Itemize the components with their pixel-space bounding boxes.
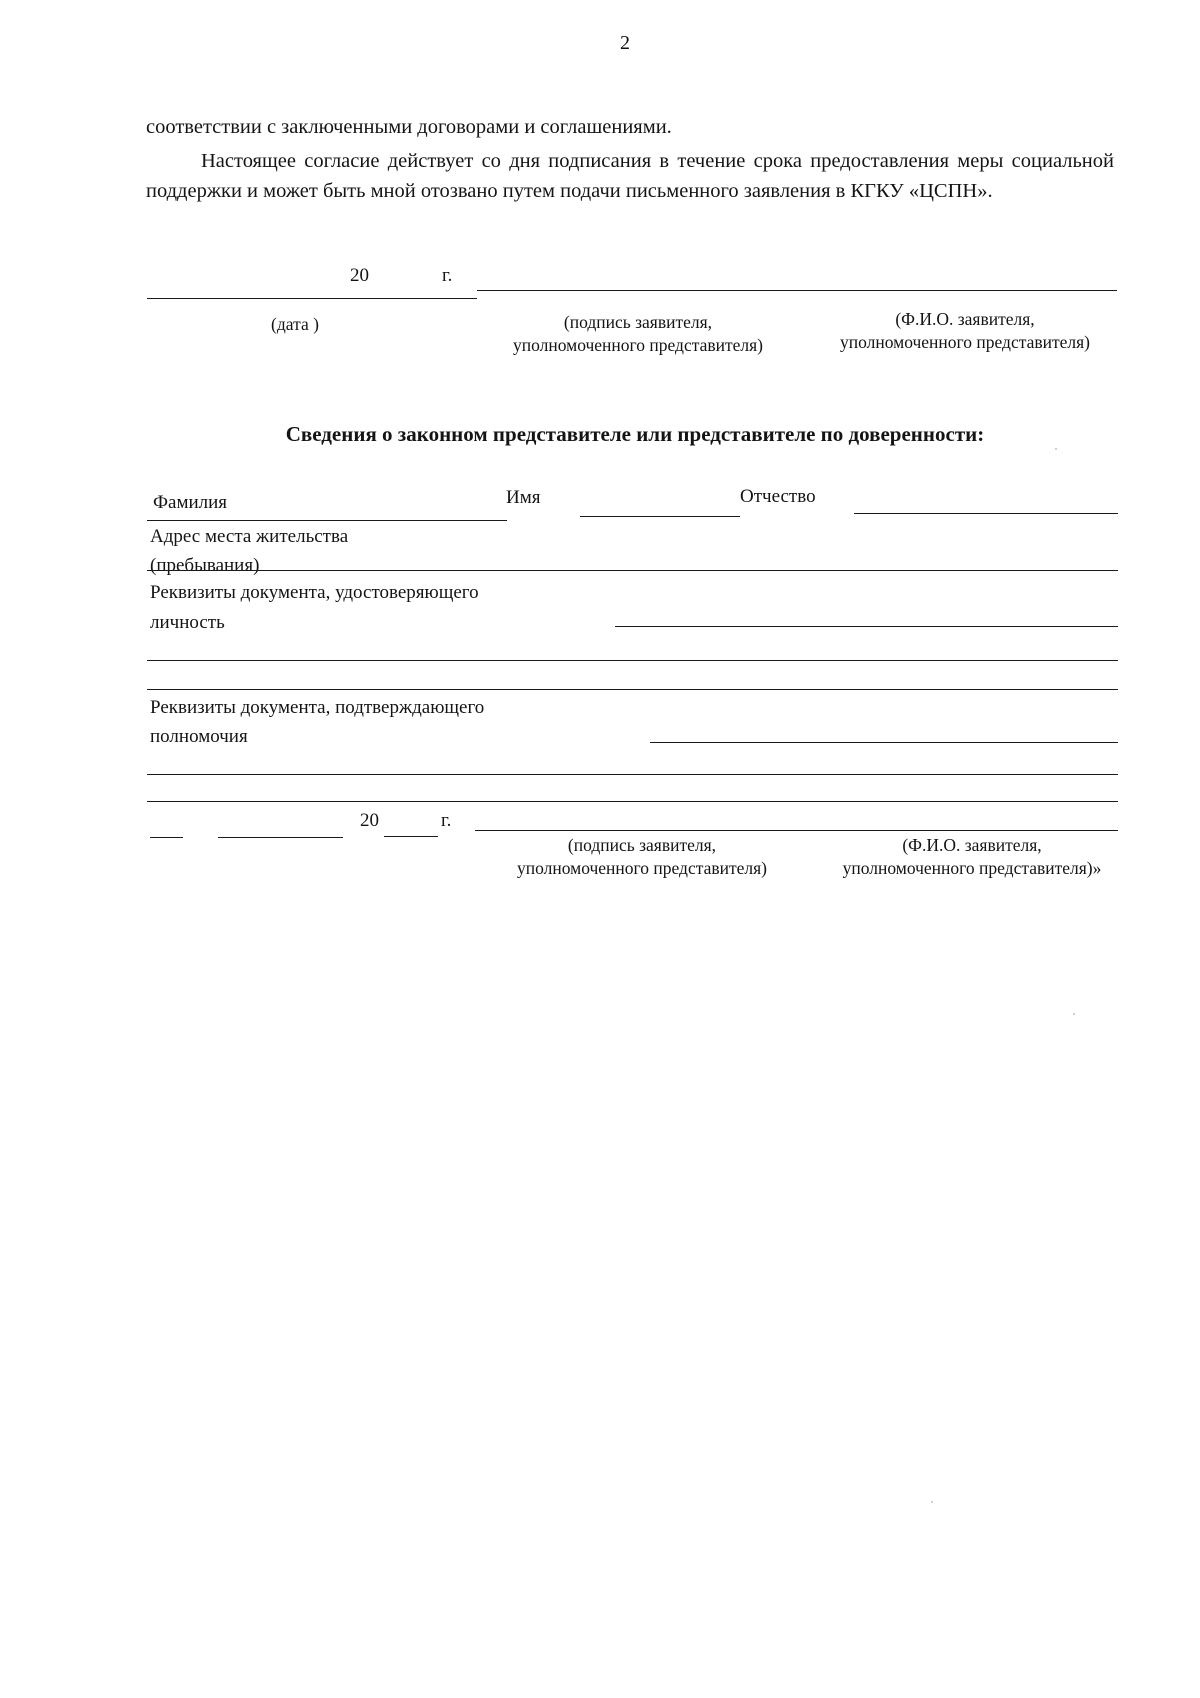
consent-paragraph <box>146 146 1114 206</box>
sig1-date-line <box>147 298 477 299</box>
name-line <box>580 516 740 517</box>
sig1-year-prefix: 20 <box>350 265 369 286</box>
scan-speck <box>1073 1013 1075 1015</box>
sig2-year-suffix: г. <box>441 810 452 831</box>
sig1-date-caption: (дата ) <box>271 314 319 334</box>
surname-line <box>147 520 507 521</box>
scan-speck <box>931 1501 933 1503</box>
id-doc-label-line-1: Реквизиты документа, удостоверяющего <box>150 582 479 603</box>
representative-heading: Сведения о законном представителе или представителе по доверенности: <box>285 422 985 446</box>
consent-paragraph-text: Настоящее согласие действует со дня подписания в течение срока предоставления меры социальной поддержки и может быть мной отозвано путем подачи письменного заявления в КГКУ «ЦСПН». <box>146 150 1114 202</box>
authority-doc-label-line-2: полномочия <box>150 726 248 747</box>
sig1-name-caption: (Ф.И.О. заявителя, уполномоченного представителя) <box>839 309 1091 352</box>
patronymic-label: Отчество <box>740 486 816 507</box>
sig1-year-suffix: г. <box>442 265 453 286</box>
id-doc-line-3 <box>147 689 1118 690</box>
id-doc-label-line-2: личность <box>150 612 225 633</box>
sig1-signature-name-line <box>477 290 1117 291</box>
sig2-year-line <box>384 836 438 837</box>
sig2-month-line <box>218 837 343 838</box>
sig2-name-caption: (Ф.И.О. заявителя, уполномоченного представителя)» <box>842 835 1102 878</box>
sig2-day-line <box>150 837 183 838</box>
sig1-signature-caption: (подпись заявителя, уполномоченного представителя) <box>512 312 764 355</box>
name-label: Имя <box>506 487 541 508</box>
consent-line-1: соответствии с заключенными договорами и соглашениями. <box>146 116 672 138</box>
id-doc-line-2 <box>147 660 1118 661</box>
surname-label: Фамилия <box>153 492 228 513</box>
consent-text-continuation <box>146 112 1114 142</box>
address-label-line-1: Адрес места жительства <box>150 526 349 547</box>
sig2-year-prefix: 20 <box>360 810 379 831</box>
authority-doc-line-1 <box>650 742 1118 743</box>
sig2-signature-name-line <box>475 830 1118 831</box>
authority-doc-label-line-1: Реквизиты документа, подтверждающего <box>150 697 485 718</box>
address-label-line-2: (пребывания) <box>150 555 260 576</box>
scan-speck <box>1055 448 1057 450</box>
patronymic-line <box>854 513 1118 514</box>
authority-doc-line-3 <box>147 801 1118 802</box>
address-line <box>147 570 1118 571</box>
sig2-signature-caption: (подпись заявителя, уполномоченного представителя) <box>516 835 768 878</box>
page-number: 2 <box>620 32 630 54</box>
id-doc-line-1 <box>615 626 1118 627</box>
authority-doc-line-2 <box>147 774 1118 775</box>
